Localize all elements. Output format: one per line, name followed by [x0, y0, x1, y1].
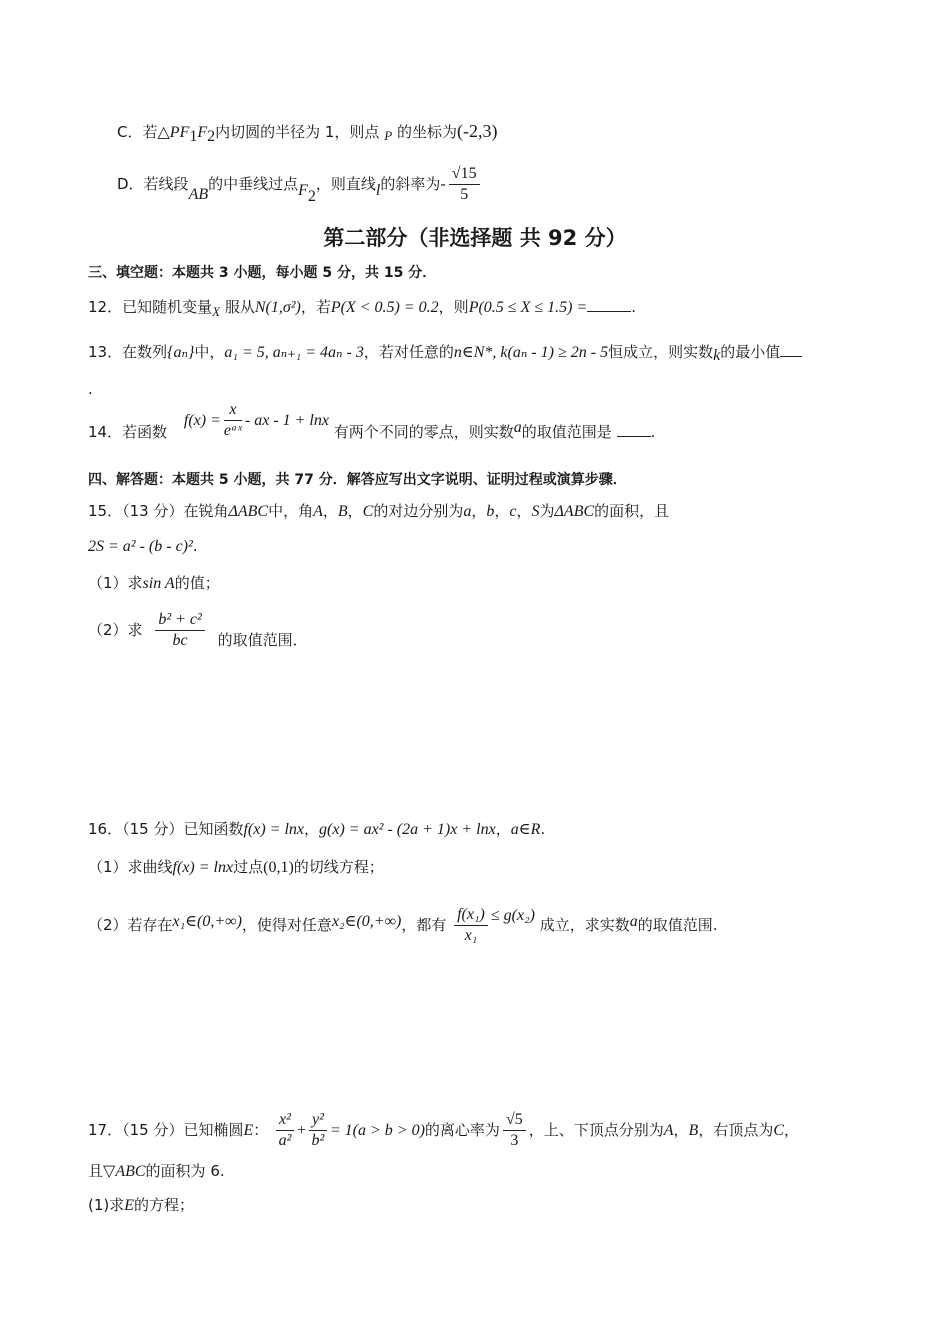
fraction: $\frac{\text{f(x₁)}}{\text{x₁}}$	[454, 905, 488, 946]
option-c: C．若$\triangle PF_1F_2$内切圆的半径为 1，则点 P 的坐标为(-2,3)	[117, 121, 498, 145]
question-13-dot: .	[88, 380, 93, 398]
answer-blank[interactable]	[780, 342, 802, 357]
question-17-line2: 且▽ABC的面积为 6.	[88, 1162, 225, 1180]
fraction: $\frac{\text{x²}}{\text{a²}}$	[276, 1110, 294, 1151]
question-13: 13．在数列{aₙ}中，a₁ = 5, aₙ₊₁ = 4aₙ - 3，若对任意的n∈N*, k(aₙ - 1) ≥ 2n - 5恒成立，则实数k的最小值	[88, 341, 802, 364]
fraction: $\frac{\text{y²}}{\text{b²}}$	[309, 1110, 327, 1151]
part2-title: 第二部分（非选择题 共 92 分）	[323, 226, 627, 250]
option-d: D．若线段AB的中垂线过点$F_2$，则直线l的斜率为- $\frac{√15}{5}$	[117, 164, 483, 205]
question-15: 15．（13 分）在锐角ΔABC中，角A，B，C的对边分别为a，b，c，S为ΔABC的面积，且	[88, 502, 670, 520]
question-16-part1: （1）求曲线f(x) = lnx过点(0,1)的切线方程；	[88, 858, 384, 876]
section3-heading: 三、填空题：本题共 3 小题，每小题 5 分，共 15 分．	[88, 265, 437, 281]
slope-fraction: $\frac{√15}{5}$	[449, 164, 480, 205]
question-15-equation: 2S = a² - (b - c)².	[88, 537, 198, 555]
question-12: 12．已知随机变量X 服从N(1,σ²)，若P(X < 0.5) = 0.2，则P(0.5 ≤ X ≤ 1.5) = .	[88, 298, 637, 319]
question-14: 14．若函数 f(x) = $\frac{x}{\text{eᵃˣ}}$ - ax - 1 + lnx 有两个不同的零点，则实数a的取值范围是 .	[88, 401, 656, 441]
question-15-part2: （2）求 $\frac{\text{b² + c²}}{bc}$ 的取值范围．	[88, 611, 308, 649]
question-15-part1: （1）求sin A的值；	[88, 574, 220, 592]
section4-heading: 四、解答题：本题共 5 小题，共 77 分．解答应写出文字说明、证明过程或演算步骤．	[88, 472, 627, 488]
fraction: $\frac{x}{\text{eᵃˣ}}$	[223, 401, 242, 439]
question-17: 17．（15 分）已知椭圆E： $\frac{\text{x²}}{\text{a²}}$ + $\frac{\text{y²}}{\text{b²}}$ = 1(a > b > 0)的离心率为 $\frac{√5}{3}$ ，上、下顶点分别为A，B，右顶点为C，	[88, 1111, 800, 1149]
answer-blank[interactable]	[617, 422, 651, 437]
question-17-part1: (1)求E的方程；	[88, 1196, 195, 1214]
question-16-part2: （2）若存在x₁∈(0,+∞)，使得对任意x₂∈(0,+∞)，都有 $\frac{\text{f(x₁)}}{\text{x₁}}$ ≤ g(x₂) 成立，求实数a的取值范围.	[88, 906, 718, 944]
question-16: 16．（15 分）已知函数f(x) = lnx，g(x) = ax² - (2a + 1)x + lnx，a∈R.	[88, 820, 546, 838]
answer-blank[interactable]	[587, 297, 631, 312]
fraction: $\frac{\text{b² + c²}}{bc}$	[155, 610, 205, 651]
fraction: $\frac{√5}{3}$	[503, 1110, 526, 1151]
